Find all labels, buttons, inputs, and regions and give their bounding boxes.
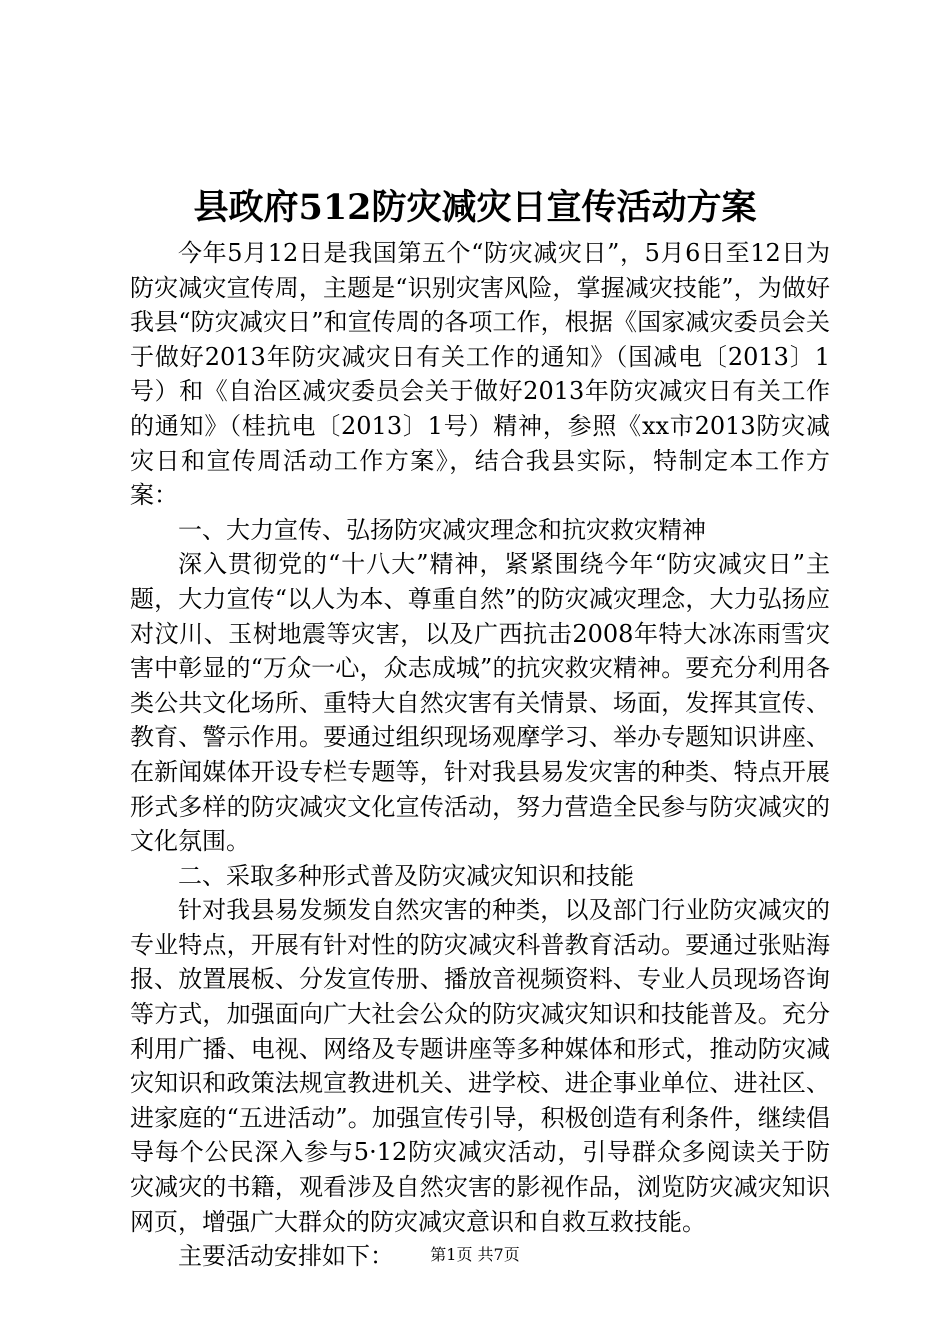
section-2-paragraph: 针对我县易发频发自然灾害的种类，以及部门行业防灾减灾的专业特点，开展有针对性的防灾减灾科普教育活动。要通过张贴海报、放置展板、分发宣传册、播放音视频资料、专业人员现场咨询等方式，加强面向广大社会公众的防灾减灾知识和技能普及。充分利用广播、电视、网络及专题讲座等多种媒体和形式，推动防灾减灾知识和政策法规宣教进机关、进学校、进企事业单位、进社区、进家庭的“五进活动”。加强宣传引导，积极创造有利条件，继续倡导每个公民深入参与5·12防灾减灾活动，引导群众多阅读关于防灾减灾的书籍，观看涉及自然灾害的影视作品，浏览防灾减灾知识网页，增强广大群众的防灾减灾意识和自救互救技能。 xyxy=(130,896,830,1236)
section-1-paragraph: 深入贯彻党的“十八大”精神，紧紧围绕今年“防灾减灾日”主题，大力宣传“以人为本、尊重自然”的防灾减灾理念，大力弘扬应对汶川、玉树地震等灾害，以及广西抗击2008年特大冰冻雨雪灾害中彰显的“万众一心，众志成城”的抗灾救灾精神。要充分利用各类公共文化场所、重特大自然灾害有关情景、场面，发挥其宣传、教育、警示作用。要通过组织现场观摩学习、举办专题知识讲座、在新闻媒体开设专栏专题等，针对我县易发灾害的种类、特点开展形式多样的防灾减灾文化宣传活动，努力营造全民参与防灾减灾的文化氛围。 xyxy=(130,550,830,856)
activity-arrangement-line: 主要活动安排如下： xyxy=(178,1242,394,1271)
section-heading-1: 一、大力宣传、弘扬防灾减灾理念和抗灾救灾精神 xyxy=(178,515,706,544)
section-heading-2: 二、采取多种形式普及防灾减灾知识和技能 xyxy=(178,861,634,890)
intro-paragraph: 今年5月12日是我国第五个“防灾减灾日”，5月6日至12日为防灾减灾宣传周，主题是“识别灾害风险，掌握减灾技能”，为做好我县“防灾减灾日”和宣传周的各项工作，根据《国家减灾委员会关于做好2013年防灾减灾日有关工作的通知》（国减电〔2013〕1号）和《自治区减灾委员会关于做好2013年防灾减灾日有关工作的通知》（桂抗电〔2013〕1号）精神，参照《xx市2013防灾减灾日和宣传周活动工作方案》，结合我县实际，特制定本工作方案： xyxy=(130,239,830,510)
document-title: 县政府512防灾减灾日宣传活动方案 xyxy=(193,187,757,228)
document-body xyxy=(130,236,830,1274)
page-footer: 第1页 共7页 xyxy=(430,1245,520,1264)
